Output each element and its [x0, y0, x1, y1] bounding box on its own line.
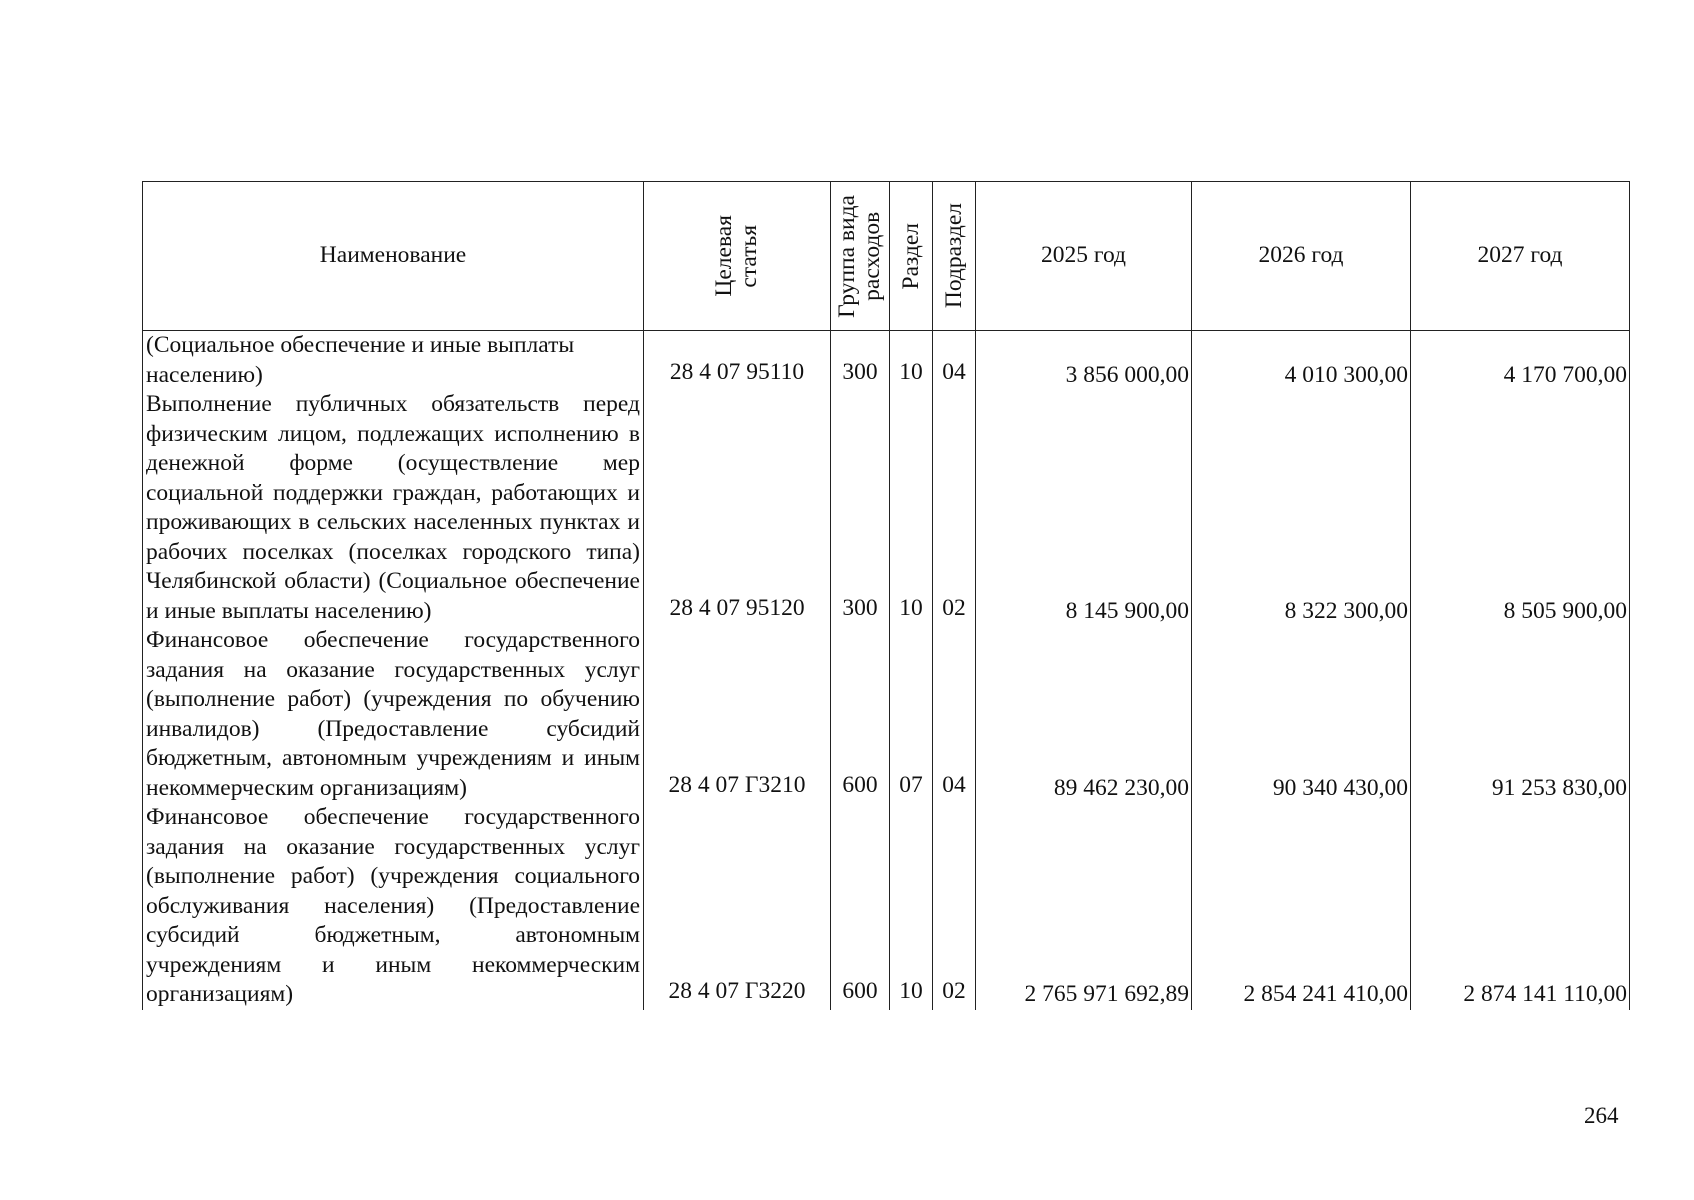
row-expense-group: 600 — [831, 803, 890, 1010]
row-subsection: 02 — [933, 803, 976, 1010]
row-section: 10 — [890, 390, 933, 626]
row-amount-2027: 2 874 141 110,00 — [1411, 803, 1630, 1010]
header-row — [143, 182, 1630, 331]
row-target-article: 28 4 07 95120 — [644, 390, 831, 626]
row-amount-2027: 4 170 700,00 — [1411, 331, 1630, 391]
row-amount-2025: 3 856 000,00 — [976, 331, 1192, 391]
header-target-article: Целевая статья — [644, 182, 831, 331]
header-2025: 2025 год — [976, 182, 1192, 331]
row-expense-group: 300 — [831, 390, 890, 626]
budget-table — [142, 181, 1630, 1010]
row-expense-group: 600 — [831, 626, 890, 803]
row-amount-2025: 89 462 230,00 — [976, 626, 1192, 803]
header-section: Раздел — [890, 182, 933, 331]
row-amount-2025: 2 765 971 692,89 — [976, 803, 1192, 1010]
table-row — [143, 390, 1630, 626]
row-section: 10 — [890, 331, 933, 391]
row-section: 10 — [890, 803, 933, 1010]
row-subsection: 04 — [933, 331, 976, 391]
row-amount-2027: 91 253 830,00 — [1411, 626, 1630, 803]
header-2026: 2026 год — [1192, 182, 1411, 331]
header-name: Наименование — [143, 182, 644, 331]
header-2027: 2027 год — [1411, 182, 1630, 331]
row-target-article: 28 4 07 95110 — [644, 331, 831, 391]
row-expense-group: 300 — [831, 331, 890, 391]
table-row — [143, 626, 1630, 803]
row-amount-2026: 8 322 300,00 — [1192, 390, 1411, 626]
page-number: 264 — [1584, 1103, 1619, 1128]
header-subsection: Подраздел — [933, 182, 976, 331]
row-section: 07 — [890, 626, 933, 803]
row-target-article: 28 4 07 Г3220 — [644, 803, 831, 1010]
row-amount-2027: 8 505 900,00 — [1411, 390, 1630, 626]
row-amount-2026: 90 340 430,00 — [1192, 626, 1411, 803]
table-row — [143, 803, 1630, 1010]
row-name: Выполнение публичных обязательств перед физическим лицом, подлежащих исполнению в денежной форме (осуществление мер социальной поддержки граждан, работающих и проживающих в сельских населенных пунктах и рабочих поселках (поселках городского типа) Челябинской области) (Социальное обеспечение и иные выплаты населению) — [143, 390, 644, 626]
row-amount-2026: 2 854 241 410,00 — [1192, 803, 1411, 1010]
row-name: (Социальное обеспечение и иные выплаты населению) — [143, 331, 644, 391]
table-row — [143, 331, 1630, 391]
row-subsection: 04 — [933, 626, 976, 803]
row-target-article: 28 4 07 Г3210 — [644, 626, 831, 803]
header-expense-group: Группа вида расходов — [831, 182, 890, 331]
row-amount-2026: 4 010 300,00 — [1192, 331, 1411, 391]
row-name: Финансовое обеспечение государственного задания на оказание государственных услуг (выполнение работ) (учреждения социального обслуживания населения) (Предоставление субсидий бюджетным, автономным учреждениям и иным некоммерческим организациям) — [143, 803, 644, 1010]
row-amount-2025: 8 145 900,00 — [976, 390, 1192, 626]
row-subsection: 02 — [933, 390, 976, 626]
row-name: Финансовое обеспечение государственного задания на оказание государственных услуг (выполнение работ) (учреждения по обучению инвалидов) (Предоставление субсидий бюджетным, автономным учреждениям и иным некоммерческим организациям) — [143, 626, 644, 803]
